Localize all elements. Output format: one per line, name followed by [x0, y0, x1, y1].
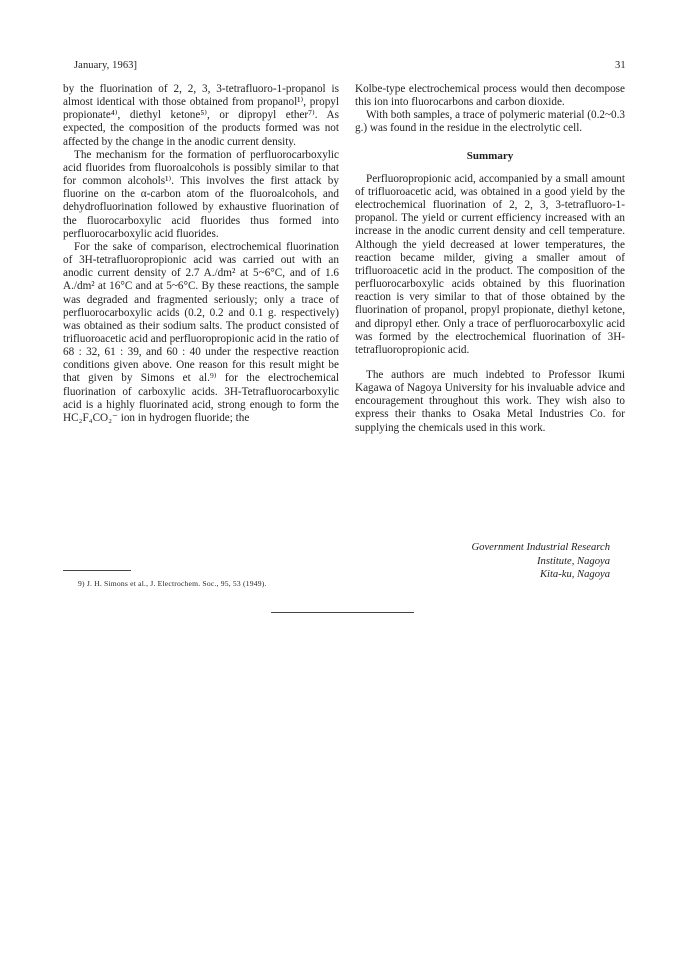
acknowledgment-paragraph: The authors are much indebted to Professor Ikumi Kagawa of Nagoya University for his invaluable advice and encouragement throughout this work. They wish also to express their thanks to Osaka Metal Industries Co. for supplying the chemicals used in this work.: [355, 368, 625, 434]
left-paragraph-3: For the sake of comparison, electrochemical fluorination of 3H-tetrafluoropropionic acid was carried out with an anodic current density of 2.7 A./dm² at 5~6°C, and of 1.6 A./dm² at 16°C and at 5~6°C. By these reactions, the sample was degraded and fragmented seriously; only a trace of perfluorocarboxylic acids (0.2, 0.2 and 0.1 g. respectively) was obtained as their sodium salts. The product consisted of trifluoroacetic acid and perfluoropropionic acid in the ratio of 68 : 32, 61 : 39, and 60 : 40 under the respective reaction conditions given above. One reason for this result might be that given by Simons et al.⁹⁾ for the electrochemical fluorination of carboxylic acids. 3H-Tetrafluorocarboxylic acid is a highly fluorinated acid, strong enough to form the HC₂F₄CO₂⁻ ion in hydrogen fluoride; the: [63, 240, 339, 424]
left-paragraph-2: The mechanism for the formation of perfluorocarboxylic acid fluorides from fluoroalcohols is possibly similar to that for common alcohols¹⁾. This involves the first attack by fluorine on the α-carbon atom of the fluoroalcohols, and dehydrofluorination followed by exhaustive fluorination of the fluorocarboxylic acid fluorides thus formed into perfluorocarboxylic acid fluorides.: [63, 148, 339, 240]
footnote-divider: [63, 570, 131, 571]
left-column: [63, 83, 339, 425]
right-paragraph-1: Kolbe-type electrochemical process would then decompose this ion into fluorocarbons and carbon dioxide.: [355, 83, 625, 109]
affiliation-line-2: Institute, Nagoya: [537, 555, 610, 567]
end-of-article-rule: [271, 612, 414, 613]
right-column: [355, 83, 625, 435]
summary-paragraph: Perfluoropropionic acid, accompanied by a small amount of trifluoroacetic acid, was obtained in a good yield by the electrochemical fluorination of 2, 2, 3, 3-tetrafluoro-1-propanol. The yield or current efficiency increased with an increase in the anodic current density and cell temperature. Although the yield decreased at lower temperatures, the reaction became milder, giving a smaller amout of trifluoroacetic acid in the product. The composition of the perfluorocarboxylic acids obtained by this fluorination reaction is very similar to that of those obtained by the fluorination of propanol, propyl propionate, diethyl ketone, and dipropyl ether. Only a trace of perfluorocarboxylic acid was formed by the electrochemical fluorination of 3H-tetrafluoropropionic acid.: [355, 172, 625, 356]
affiliation-line-3: Kita-ku, Nagoya: [539, 569, 610, 580]
affiliation-line-1: Government Industrial Research: [471, 542, 610, 553]
summary-heading: Summary: [466, 149, 514, 162]
page-number: 31: [615, 60, 626, 71]
left-paragraph-1: by the fluorination of 2, 2, 3, 3-tetrafluoro-1-propanol is almost identical with those obtained from propanol¹⁾, propyl propionate⁴⁾, diethyl ketone⁵⁾, or dipropyl ether⁷⁾. As expected, the composition of the products formed was not affected by the change in the anodic current density.: [63, 83, 339, 148]
author-affiliation: [420, 541, 610, 582]
running-header-date: January, 1963]: [74, 60, 138, 71]
footnote-9: 9) J. H. Simons et al., J. Electrochem. Soc., 95, 53 (1949).: [78, 579, 267, 588]
right-paragraph-2: With both samples, a trace of polymeric material (0.2~0.3 g.) was found in the residue in the electrolytic cell.: [355, 109, 625, 135]
